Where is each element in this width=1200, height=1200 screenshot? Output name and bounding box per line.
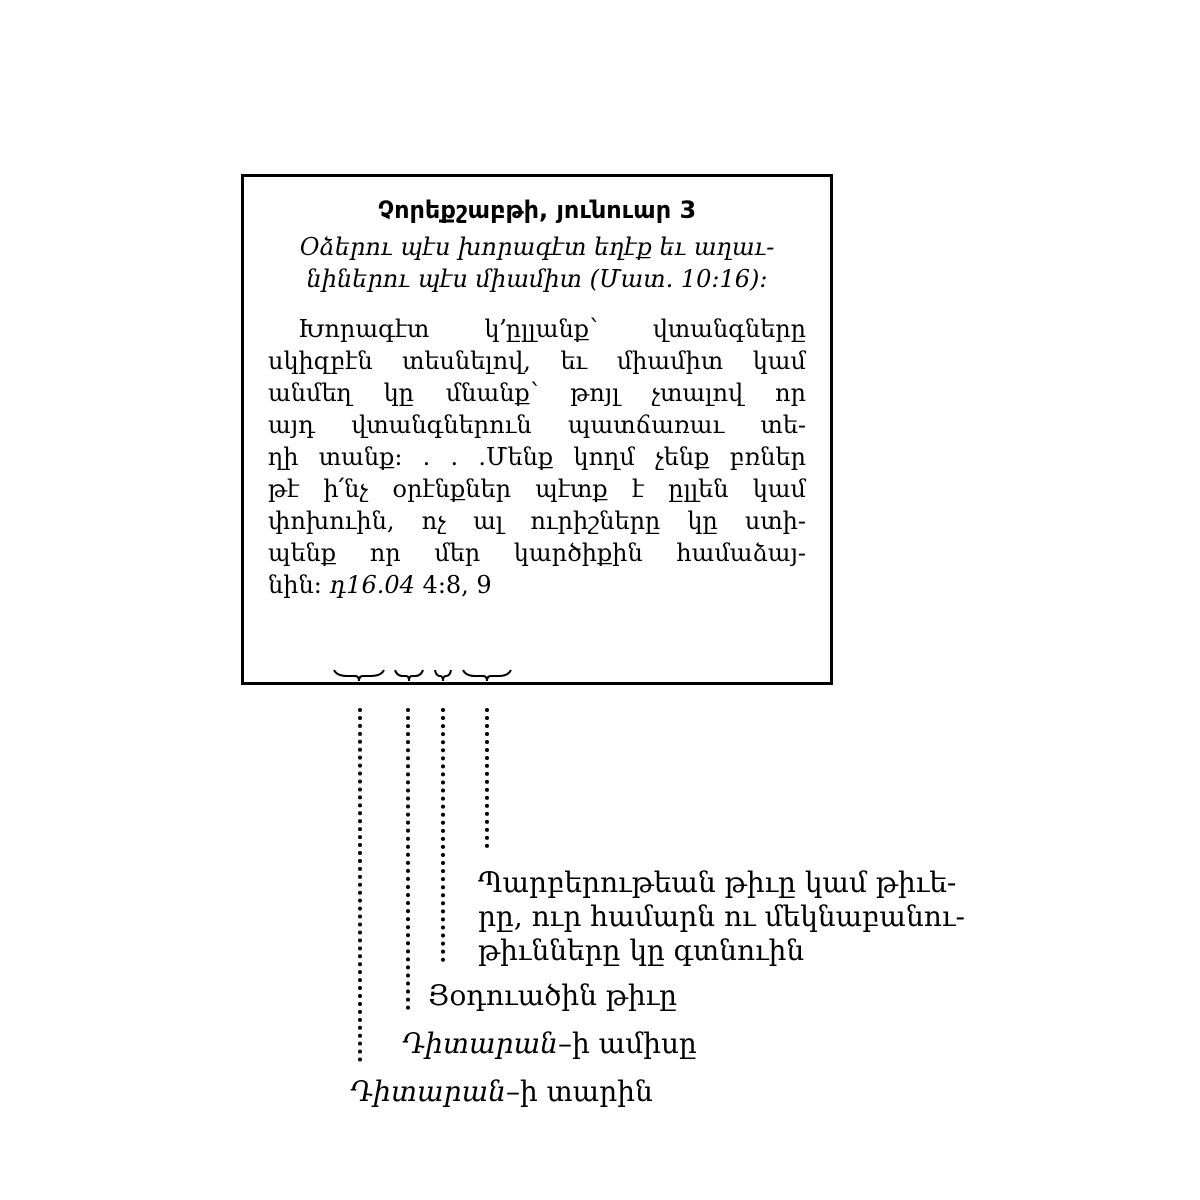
label-month-rest: –ի ամիսը: [557, 1027, 697, 1060]
label-paragraphs-line: Պարբերութեան թիւը կամ թիւե-: [478, 866, 957, 899]
commentary-line: Խորագէտ կ՚ըլլանք՝ վտանգները: [298, 315, 806, 343]
label-issue: Յօդուածին թիւը: [428, 979, 678, 1012]
brace-paragraphs: [462, 668, 512, 682]
commentary-line: այդ վտանգներուն պատճառաւ տե-: [268, 411, 806, 439]
label-year-magazine: Դիտարան: [350, 1075, 506, 1108]
reference-separator: :: [437, 571, 446, 599]
commentary-line: թէ ի՛նչ օրէնքներ պէտք է ըլլեն կամ: [268, 475, 806, 503]
label-paragraphs-line: թիւնները կը գտնուին: [478, 934, 805, 967]
leader-year: [358, 708, 366, 1062]
commentary-line: անմեղ կը մնանք՝ թոյլ չտալով որ: [268, 379, 806, 407]
brace-separator: [434, 668, 452, 682]
verse-line: նիներու պէս միամիտ (Մատ. 10:16):: [306, 265, 768, 293]
reference-issue: 4: [422, 571, 438, 599]
leader-paragraphs: [485, 708, 493, 848]
commentary-line: սկիզբէն տեսնելով, եւ միամիտ կամ: [268, 347, 806, 375]
label-month-magazine: Դիտարան: [402, 1027, 558, 1060]
last-line-prefix: նին:: [268, 571, 322, 599]
brace-year-month: [333, 668, 385, 682]
label-year-rest: –ի տարին: [505, 1075, 653, 1108]
commentary-last-line: [268, 569, 806, 601]
label-year: [350, 1075, 653, 1108]
reference-paragraphs: 8, 9: [445, 571, 492, 599]
leader-issue: [441, 708, 449, 962]
label-paragraphs: [478, 866, 965, 968]
commentary-text: [268, 313, 806, 601]
commentary-line: ղի տանք: . . .Մենք կողմ չենք բռներ: [268, 443, 806, 471]
leader-month: [406, 708, 414, 1010]
brace-issue: [394, 668, 424, 682]
reference-year-month: դ16.04: [329, 571, 415, 599]
commentary-line: փոխուին, ոչ ալ ուրիշները կը ստի-: [268, 507, 806, 535]
verse-line: Օձերու պէս խորագէտ եղէք եւ աղաւ-: [299, 233, 775, 261]
label-month: [402, 1027, 697, 1060]
commentary-line: պենք որ մեր կարծիքին համաձայ-: [268, 539, 806, 567]
verse-text: [268, 231, 806, 295]
label-paragraphs-line: րը, ուր համարն ու մեկնաբանու-: [478, 900, 965, 933]
daily-text-box: [241, 174, 833, 685]
date-heading: Չորեքշաբթի, յունուար 3: [377, 196, 697, 224]
